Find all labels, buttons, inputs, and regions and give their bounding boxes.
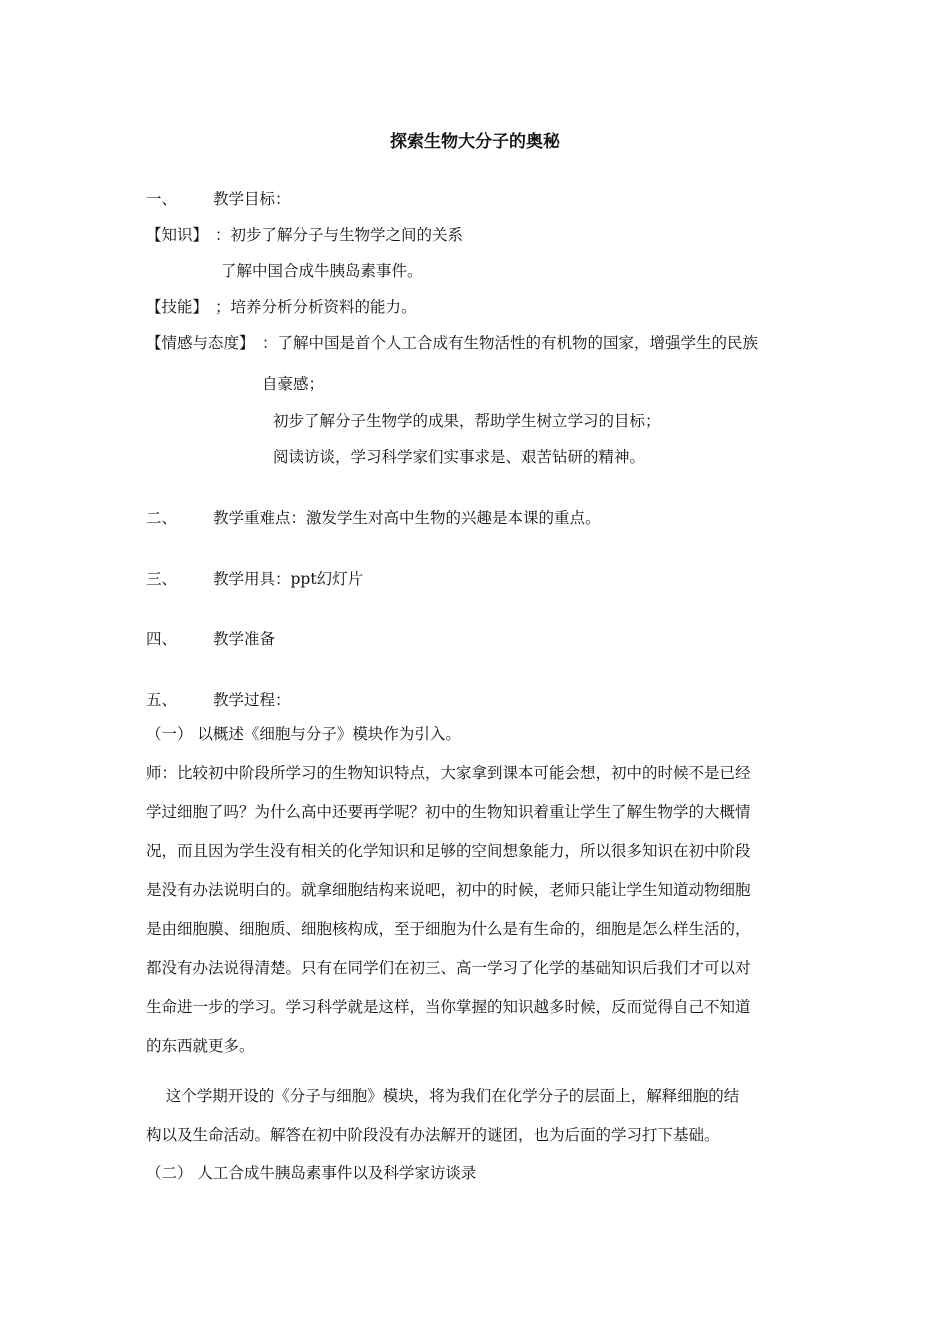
paragraph-line: 况，而且因为学生没有相关的化学知识和足够的空间想象能力，所以很多知识在初中阶段 bbox=[146, 842, 751, 860]
paragraph-line: 是由细胞膜、细胞质、细胞核构成，至于细胞为什么是有生命的，细胞是怎么样生活的， bbox=[146, 920, 751, 938]
skill-tag: 【技能】 bbox=[146, 298, 209, 316]
section-3-heading: 教学用具：ppt幻灯片 bbox=[213, 570, 364, 588]
section-3-number: 三、 bbox=[146, 570, 178, 588]
section-1-heading: 教学目标： bbox=[213, 190, 291, 208]
paragraph-line: 师：比较初中阶段所学习的生物知识特点，大家拿到课本可能会想，初中的时候不是已经 bbox=[146, 764, 751, 782]
section-1-number: 一、 bbox=[146, 190, 178, 208]
emotion-line-4: 阅读访谈，学习科学家们实事求是、艰苦钻研的精神。 bbox=[273, 448, 646, 466]
subsection-1-heading: （一） 以概述《细胞与分子》模块作为引入。 bbox=[146, 725, 461, 743]
emotion-line-3: 初步了解分子生物学的成果，帮助学生树立学习的目标； bbox=[273, 412, 661, 430]
section-5-number: 五、 bbox=[146, 691, 178, 709]
emotion-line-2: 自豪感； bbox=[262, 375, 325, 393]
knowledge-line-1: ：初步了解分子与生物学之间的关系 bbox=[215, 226, 464, 244]
document-title: 探索生物大分子的奥秘 bbox=[390, 132, 560, 152]
emotion-tag: 【情感与态度】 bbox=[146, 334, 255, 352]
knowledge-tag: 【知识】 bbox=[146, 226, 209, 244]
skill-line-1: ；培养分析分析资料的能力。 bbox=[215, 298, 417, 316]
paragraph-line: 生命进一步的学习。学习科学就是这样，当你掌握的知识越多时候，反而觉得自己不知道 bbox=[146, 998, 751, 1016]
emotion-line-1: ：了解中国是首个人工合成有生物活性的有机物的国家，增强学生的民族 bbox=[262, 334, 759, 352]
section-2-number: 二、 bbox=[146, 509, 178, 527]
paragraph-line: 都没有办法说得清楚。只有在同学们在初三、高一学习了化学的基础知识后我们才可以对 bbox=[146, 959, 751, 977]
section-4-number: 四、 bbox=[146, 630, 178, 648]
subsection-2-heading: （二） 人工合成牛胰岛素事件以及科学家访谈录 bbox=[146, 1164, 477, 1182]
paragraph-line: 是没有办法说明白的。就拿细胞结构来说吧，初中的时候，老师只能让学生知道动物细胞 bbox=[146, 881, 751, 899]
paragraph-line: 学过细胞了吗？为什么高中还要再学呢？初中的生物知识着重让学生了解生物学的大概情 bbox=[146, 803, 751, 821]
teacher-paragraph bbox=[146, 763, 808, 1056]
knowledge-line-2: 了解中国合成牛胰岛素事件。 bbox=[221, 262, 423, 280]
section-4-heading: 教学准备 bbox=[213, 630, 276, 648]
section-5-heading: 教学过程： bbox=[213, 691, 291, 709]
paragraph-line: 构以及生命活动。解答在初中阶段没有办法解开的谜团，也为后面的学习打下基础。 bbox=[146, 1126, 720, 1144]
paragraph-line: 这个学期开设的《分子与细胞》模块，将为我们在化学分子的层面上，解释细胞的结 bbox=[146, 1087, 740, 1105]
section-2-heading: 教学重难点：激发学生对高中生物的兴趣是本课的重点。 bbox=[213, 509, 601, 527]
module-paragraph bbox=[146, 1086, 808, 1145]
paragraph-line: 的东西就更多。 bbox=[146, 1037, 255, 1055]
